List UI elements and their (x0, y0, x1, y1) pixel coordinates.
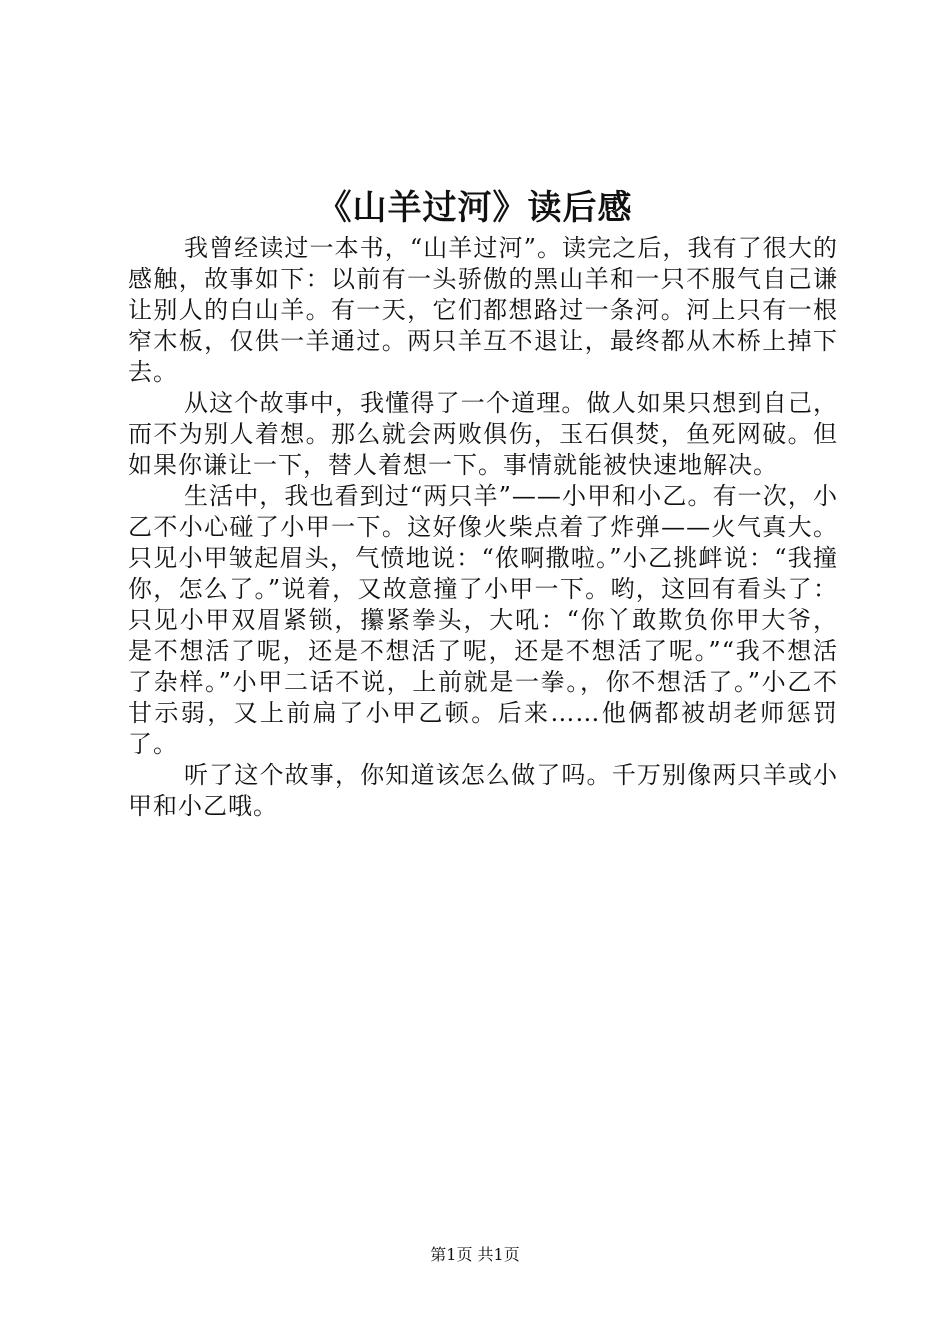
paragraph-3: 生活中，我也看到过“两只羊”——小甲和小乙。有一次，小乙不小心碰了小甲一下。这好像火柴点着了炸弹——火气真大。只见小甲皱起眉头，气愤地说：“侬啊撒啦。”小乙挑衅说：“我撞你，怎么了。”说着，又故意撞了小甲一下。哟，这回有看头了：只见小甲双眉紧锁，攥紧拳头，大吼：“你丫敢欺负你甲大爷，是不想活了呢，还是不想活了呢，还是不想活了呢。”“我不想活了杂样。”小甲二话不说，上前就是一拳。，你不想活了。”小乙不甘示弱，又上前扁了小甲乙顿。后来……他俩都被胡老师惩罚了。 (128, 482, 838, 758)
paragraph-4: 听了这个故事，你知道该怎么做了吗。千万别像两只羊或小甲和小乙哦。 (128, 761, 838, 820)
paragraph-1: 我曾经读过一本书，“山羊过河”。读完之后，我有了很大的感触，故事如下：以前有一头骄傲的黑山羊和一只不服气自己谦让别人的白山羊。有一天，它们都想路过一条河。河上只有一根窄木板，仅供一羊通过。两只羊互不退让，最终都从木桥上掉下去。 (128, 234, 838, 386)
document-title: 《山羊过河》读后感 (317, 188, 633, 228)
page-footer: 第1页 共1页 (430, 1245, 520, 1264)
document-body (128, 233, 838, 822)
paragraph-2: 从这个故事中，我懂得了一个道理。做人如果只想到自己，而不为别人着想。那么就会两败俱伤，玉石俱焚，鱼死网破。但如果你谦让一下，替人着想一下。事情就能被快速地解决。 (128, 389, 838, 479)
